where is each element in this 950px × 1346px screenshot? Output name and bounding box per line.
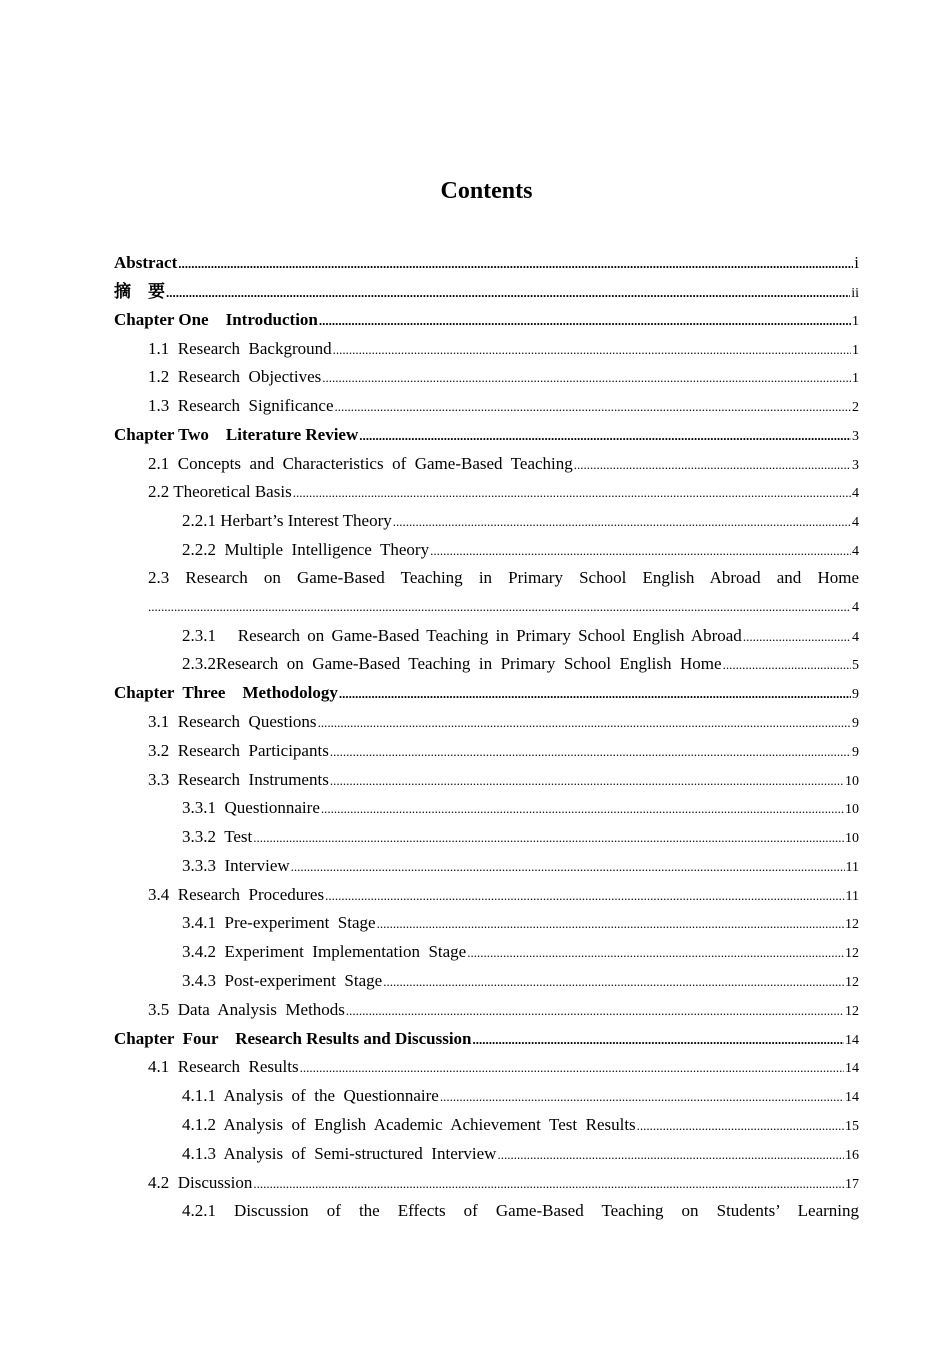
toc-page-number: 9 bbox=[852, 745, 859, 760]
toc-entry-title: Chapter One Introduction bbox=[114, 310, 318, 329]
toc-entry-4-2-1-title[interactable]: 4.2.1 Discussion of the Effects of Game-Based Teaching on Students’ Learning bbox=[182, 1201, 859, 1220]
toc-page-number: 9 bbox=[852, 687, 859, 702]
toc-entry-2-2[interactable] bbox=[148, 481, 859, 503]
toc-entry-4-1-2[interactable] bbox=[182, 1114, 859, 1136]
toc-entry-title: Chapter Four Research Results and Discussion bbox=[114, 1029, 472, 1048]
toc-page-number: 14 bbox=[845, 1090, 859, 1105]
toc-entry-2-2-1[interactable] bbox=[182, 510, 859, 532]
toc-entry-chapter-four[interactable] bbox=[114, 1028, 859, 1050]
toc-entry-1-1[interactable] bbox=[148, 338, 859, 360]
toc-entry-4-1[interactable] bbox=[148, 1056, 859, 1078]
toc-page-number: 10 bbox=[845, 802, 859, 817]
toc-page-number: 4 bbox=[852, 600, 859, 615]
toc-entry-title: 3.3 Research Instruments bbox=[148, 770, 329, 789]
dot-leader bbox=[291, 856, 845, 878]
toc-entry-title: 3.1 Research Questions bbox=[148, 712, 317, 731]
toc-page-number: 5 bbox=[852, 658, 859, 673]
toc-entry-4-2[interactable] bbox=[148, 1172, 859, 1194]
toc-page-number: 9 bbox=[852, 716, 859, 731]
toc-entry-abstract[interactable] bbox=[114, 252, 859, 274]
toc-entry-1-3[interactable] bbox=[148, 395, 859, 417]
toc-entry-title: 2.3.2Research on Game-Based Teaching in Primary School English Home bbox=[182, 654, 722, 673]
dot-leader bbox=[637, 1115, 844, 1137]
toc-page-number: 12 bbox=[845, 1004, 859, 1019]
toc-page-number: 1 bbox=[852, 314, 859, 329]
dot-leader bbox=[359, 425, 851, 447]
toc-entry-title: 2.2.1 Herbart’s Interest Theory bbox=[182, 511, 392, 530]
toc-page-number: 17 bbox=[845, 1177, 859, 1192]
dot-leader bbox=[293, 482, 851, 504]
toc-page-number: i bbox=[854, 253, 859, 272]
toc-entry-2-1[interactable] bbox=[148, 453, 859, 475]
toc-entry-2-3-2[interactable] bbox=[182, 653, 859, 675]
toc-entry-2-2-2[interactable] bbox=[182, 539, 859, 561]
dot-leader bbox=[497, 1144, 844, 1166]
toc-entry-title: 4.1.2 Analysis of English Academic Achievement Test Results bbox=[182, 1115, 636, 1134]
toc-entry-title: 3.3.1 Questionnaire bbox=[182, 798, 320, 817]
dot-leader bbox=[393, 511, 851, 533]
dot-leader bbox=[377, 913, 844, 935]
toc-page-number: 1 bbox=[852, 371, 859, 386]
dot-leader bbox=[325, 885, 844, 907]
dot-leader bbox=[346, 1000, 844, 1022]
toc-page-number: 10 bbox=[845, 774, 859, 789]
toc-entry-2-3-leader bbox=[148, 596, 859, 618]
toc-page-number: 3 bbox=[852, 429, 859, 444]
dot-leader bbox=[467, 942, 844, 964]
toc-entry-title: 2.1 Concepts and Characteristics of Game-Based Teaching bbox=[148, 454, 573, 473]
dot-leader bbox=[723, 654, 851, 676]
dot-leader bbox=[300, 1057, 844, 1079]
dot-leader bbox=[473, 1029, 844, 1051]
toc-entry-title: 2.3.1 Research on Game-Based Teaching in Primary School English Abroad bbox=[182, 626, 742, 645]
toc-entry-title: 3.4 Research Procedures bbox=[148, 885, 325, 904]
toc-entry-3-3-1[interactable] bbox=[182, 797, 859, 819]
toc-entry-title: 3.4.1 Pre-experiment Stage bbox=[182, 913, 376, 932]
toc-page-number: 4 bbox=[852, 515, 859, 530]
toc-page-number: 15 bbox=[845, 1119, 859, 1134]
toc-page-number: ii bbox=[851, 286, 859, 301]
dot-leader bbox=[318, 712, 851, 734]
dot-leader bbox=[330, 741, 851, 763]
toc-entry-title: 4.1 Research Results bbox=[148, 1057, 299, 1076]
toc-entry-title: 4.1.1 Analysis of the Questionnaire bbox=[182, 1086, 439, 1105]
toc-entry-1-2[interactable] bbox=[148, 366, 859, 388]
toc-entry-3-3-2[interactable] bbox=[182, 826, 859, 848]
page-title: Contents bbox=[440, 178, 533, 204]
toc-entry-title: 3.2 Research Participants bbox=[148, 741, 329, 760]
dot-leader bbox=[322, 367, 851, 389]
toc-entry-4-1-1[interactable] bbox=[182, 1085, 859, 1107]
toc-entry-title: 1.2 Research Objectives bbox=[148, 367, 322, 386]
dot-leader bbox=[574, 454, 851, 476]
toc-entry-chapter-one[interactable] bbox=[114, 309, 859, 331]
dot-leader bbox=[333, 339, 851, 361]
toc-page-number: 11 bbox=[845, 889, 859, 904]
toc-entry-title: Chapter Three Methodology bbox=[114, 683, 338, 702]
toc-entry-chapter-three[interactable] bbox=[114, 682, 859, 704]
toc-page-number: 12 bbox=[845, 917, 859, 932]
dot-leader bbox=[321, 798, 844, 820]
toc-page-number: 4 bbox=[852, 630, 859, 645]
toc-entry-3-2[interactable] bbox=[148, 740, 859, 762]
toc-entry-title: 4.2 Discussion bbox=[148, 1173, 253, 1192]
toc-entry-3-4-1[interactable] bbox=[182, 912, 859, 934]
dot-leader bbox=[178, 253, 853, 275]
toc-entry-3-4-2[interactable] bbox=[182, 941, 859, 963]
toc-entry-title: Chapter Two Literature Review bbox=[114, 425, 359, 444]
toc-entry-title: 1.1 Research Background bbox=[148, 339, 332, 358]
dot-leader bbox=[148, 596, 851, 618]
toc-page-number: 10 bbox=[845, 831, 859, 846]
toc-entry-3-3-3[interactable] bbox=[182, 855, 859, 877]
toc-entry-title: 2.2 Theoretical Basis bbox=[148, 482, 292, 501]
toc-page-number: 3 bbox=[852, 458, 859, 473]
toc-entry-4-1-3[interactable] bbox=[182, 1143, 859, 1165]
toc-page-number: 11 bbox=[845, 860, 859, 875]
toc-page-number: 14 bbox=[845, 1061, 859, 1076]
toc-entry-title: 1.3 Research Significance bbox=[148, 396, 334, 415]
dot-leader bbox=[383, 971, 844, 993]
toc-entry-title: 3.3.3 Interview bbox=[182, 856, 290, 875]
dot-leader bbox=[330, 770, 844, 792]
dot-leader bbox=[166, 282, 850, 304]
toc-entry-title: 3.4.2 Experiment Implementation Stage bbox=[182, 942, 467, 961]
dot-leader bbox=[319, 310, 851, 332]
toc-entry-title: 3.3.2 Test bbox=[182, 827, 253, 846]
toc-entry-2-3-1[interactable] bbox=[182, 625, 859, 647]
dot-leader bbox=[743, 626, 851, 648]
toc-page-number: 16 bbox=[845, 1148, 859, 1163]
toc-entry-3-3[interactable] bbox=[148, 769, 859, 791]
toc-entry-3-4[interactable] bbox=[148, 884, 859, 906]
dot-leader bbox=[430, 540, 851, 562]
dot-leader bbox=[339, 683, 851, 705]
toc-entry-chinese-abstract[interactable] bbox=[114, 281, 859, 303]
toc-page-number: 4 bbox=[852, 486, 859, 501]
toc-entry-3-5[interactable] bbox=[148, 999, 859, 1021]
dot-leader bbox=[440, 1086, 844, 1108]
toc-entry-title: Abstract bbox=[114, 253, 178, 272]
dot-leader bbox=[253, 827, 844, 849]
toc-page-number: 12 bbox=[845, 975, 859, 990]
toc-entry-3-1[interactable] bbox=[148, 711, 859, 733]
dot-leader bbox=[253, 1173, 844, 1195]
toc-entry-chapter-two[interactable] bbox=[114, 424, 859, 446]
toc-entry-title: 3.5 Data Analysis Methods bbox=[148, 1000, 345, 1019]
toc-entry-3-4-3[interactable] bbox=[182, 970, 859, 992]
dot-leader bbox=[335, 396, 851, 418]
toc-entry-title: 2.2.2 Multiple Intelligence Theory bbox=[182, 540, 430, 559]
toc-entry-2-3-title[interactable]: 2.3 Research on Game-Based Teaching in Primary School English Abroad and Home bbox=[148, 568, 859, 587]
toc-entry-title: 4.1.3 Analysis of Semi-structured Interview bbox=[182, 1144, 497, 1163]
toc-page-number: 1 bbox=[852, 343, 859, 358]
toc-page-number: 12 bbox=[845, 946, 859, 961]
toc-entry-title: 摘 要 bbox=[114, 282, 165, 301]
toc-entry-title: 3.4.3 Post-experiment Stage bbox=[182, 971, 383, 990]
toc-page-number: 4 bbox=[852, 544, 859, 559]
toc-page-number: 14 bbox=[845, 1033, 859, 1048]
toc-page-number: 2 bbox=[852, 400, 859, 415]
